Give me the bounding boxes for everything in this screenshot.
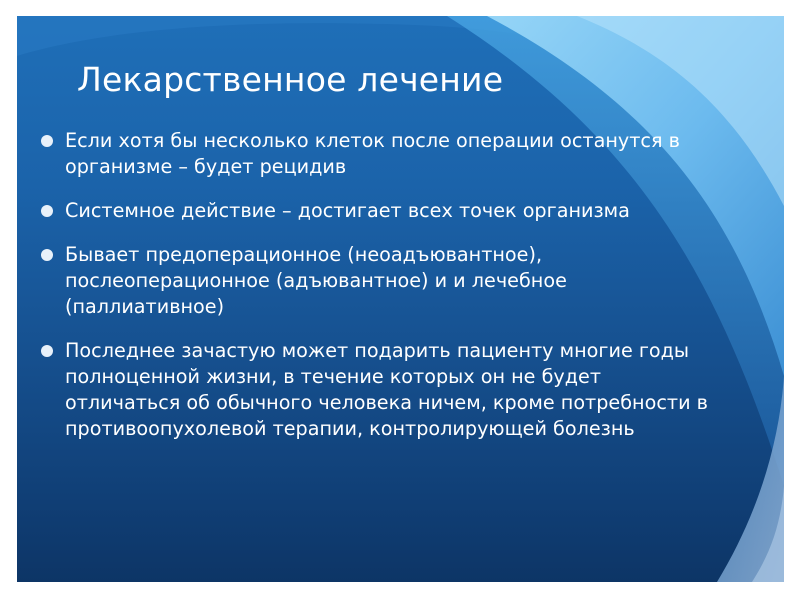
bullet-text: Бывает предоперационное (неоадъювантное), послеоперационное (адъювантное) и и лечебное (паллиативное) [65, 243, 567, 318]
bullet-item [41, 128, 721, 180]
bullet-item [41, 242, 721, 320]
bullet-item [41, 338, 721, 442]
slide-title: Лекарственное лечение [77, 60, 504, 99]
slide [17, 16, 784, 582]
bullet-dot-icon [41, 249, 53, 261]
bullet-dot-icon [41, 345, 53, 357]
bullet-dot-icon [41, 135, 53, 147]
bullet-list [41, 128, 721, 460]
bullet-item [41, 198, 721, 224]
bullet-dot-icon [41, 205, 53, 217]
bullet-text: Системное действие – достигает всех точек организма [65, 199, 630, 222]
bullet-text: Последнее зачастую может подарить пациенту многие годы полноценной жизни, в течение которых он не будет отличаться об обычного человека ничем, кроме потребности в противоопухолевой терапии, контролирующей болезнь [65, 339, 708, 440]
bullet-text: Если хотя бы несколько клеток после операции останутся в организме – будет рецидив [65, 129, 680, 178]
